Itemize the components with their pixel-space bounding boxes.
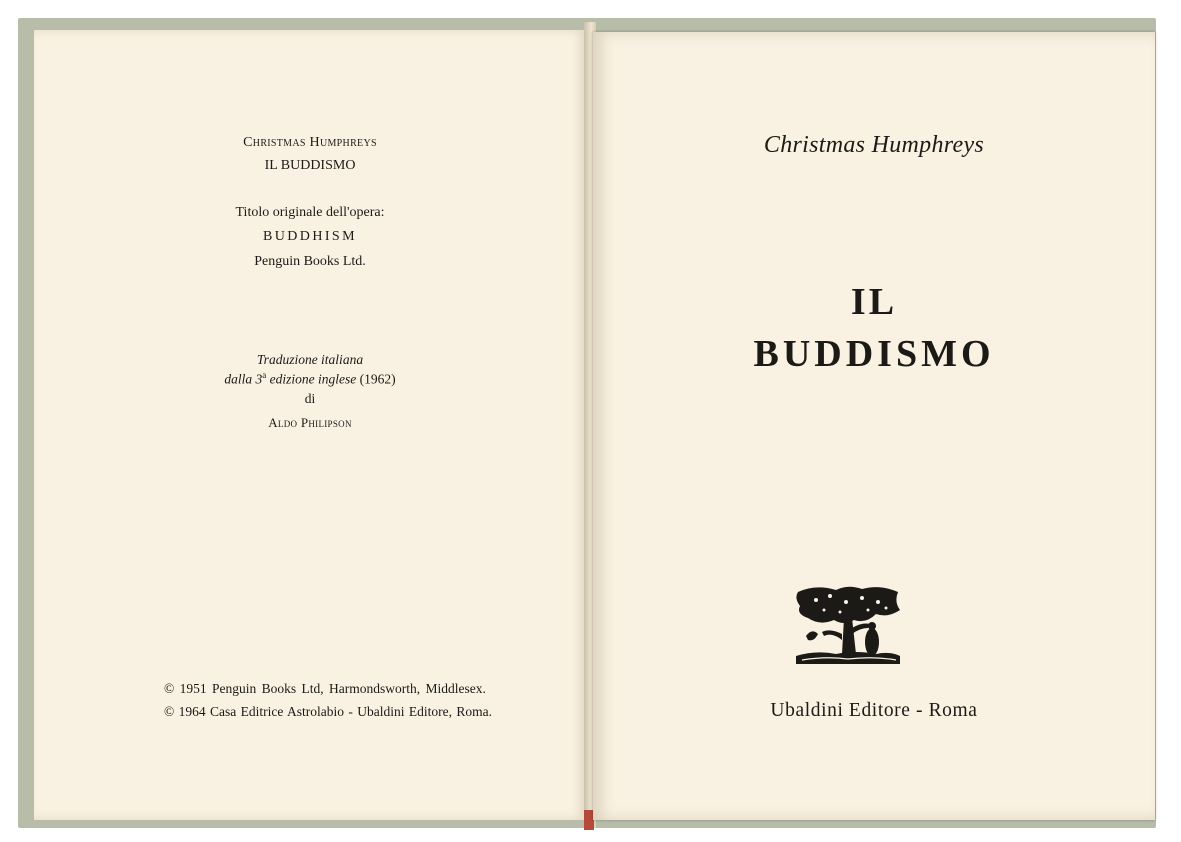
translation-by: di [304,391,316,406]
left-page [34,30,586,820]
translation-year: (1962) [359,371,396,387]
translation-line-2 [34,370,586,388]
original-publisher: Penguin Books Ltd. [254,254,366,269]
publisher-imprint: Ubaldini Editore - Roma [770,700,978,721]
right-title-line-2: BUDDISMO [753,333,995,375]
right-author: Christmas Humphreys [763,132,985,158]
translator-name: Aldo Philipson [268,415,352,430]
right-page [593,32,1155,820]
woodcut-tree-emblem-icon [796,584,900,670]
original-title-label: Titolo originale dell'opera: [235,205,385,220]
translation-edition-a: dalla 3 [224,371,263,387]
translation-edition-sup: a [262,370,267,380]
original-title: BUDDHISM [263,229,357,244]
copyright-line-1: © 1951 Penguin Books Ltd, Harmondsworth, Middlesex. [164,681,486,696]
copyright-line-2: © 1964 Casa Editrice Astrolabio - Ubaldini Editore, Roma. [164,704,492,719]
translation-edition-b: edizione inglese [266,371,357,387]
left-author: Christmas Humphreys [243,135,377,150]
translation-line-1: Traduzione italiana [256,352,364,367]
left-title: IL BUDDISMO [264,158,356,173]
right-title-line-1: IL [850,281,898,323]
